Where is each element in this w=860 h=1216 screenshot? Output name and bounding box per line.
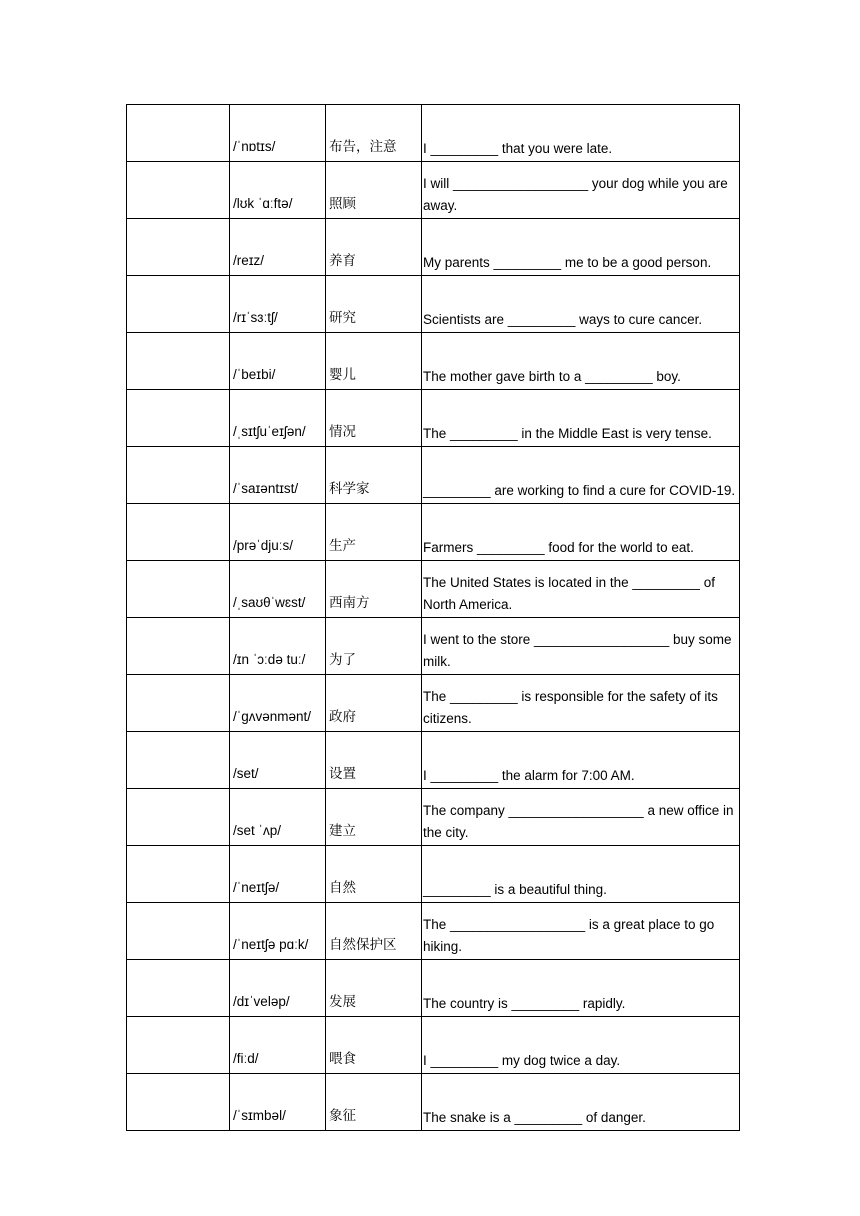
word-cell[interactable]: [127, 447, 230, 504]
example-sentence-cell: [422, 789, 740, 846]
meaning-cell: [326, 618, 422, 675]
phonetic-cell: [230, 960, 326, 1017]
phonetic-text: /ˈbeɪbi/: [233, 367, 276, 382]
phonetic-cell: [230, 846, 326, 903]
phonetic-cell: [230, 675, 326, 732]
meaning-cell: [326, 105, 422, 162]
word-cell[interactable]: [127, 504, 230, 561]
word-cell[interactable]: [127, 732, 230, 789]
phonetic-text: /dɪˈveləp/: [233, 994, 290, 1009]
example-sentence-text: I will __________________ your dog while you are away.: [423, 176, 728, 213]
word-cell[interactable]: [127, 675, 230, 732]
example-sentence-text: My parents _________ me to be a good person.: [423, 255, 712, 270]
meaning-text: 设置: [329, 766, 356, 782]
meaning-cell: [326, 960, 422, 1017]
example-sentence-text: Farmers _________ food for the world to eat.: [423, 540, 694, 555]
example-sentence-cell: [422, 732, 740, 789]
meaning-text: 婴儿: [329, 367, 356, 383]
table-row: [127, 789, 740, 846]
table-row: [127, 219, 740, 276]
table-row: [127, 276, 740, 333]
example-sentence-cell: [422, 447, 740, 504]
word-cell[interactable]: [127, 903, 230, 960]
example-sentence-cell: [422, 618, 740, 675]
phonetic-cell: [230, 219, 326, 276]
phonetic-cell: [230, 903, 326, 960]
phonetic-text: /set ˈʌp/: [233, 823, 282, 838]
table-row: [127, 105, 740, 162]
example-sentence-cell: [422, 162, 740, 219]
phonetic-text: /ˈnɒtɪs/: [233, 139, 276, 154]
meaning-text: 建立: [329, 823, 356, 839]
table-row: [127, 846, 740, 903]
phonetic-text: /ˈneɪtʃə pɑːk/: [233, 937, 309, 952]
table-row: [127, 732, 740, 789]
meaning-text: 生产: [329, 538, 356, 554]
phonetic-cell: [230, 105, 326, 162]
meaning-text: 自然保护区: [329, 937, 397, 953]
example-sentence-cell: [422, 105, 740, 162]
vocabulary-table-body: [127, 105, 740, 1131]
example-sentence-cell: [422, 390, 740, 447]
meaning-cell: [326, 276, 422, 333]
example-sentence-text: The United States is located in the _________ of North America.: [423, 575, 715, 612]
phonetic-text: /rɪˈsɜːtʃ/: [233, 310, 278, 325]
phonetic-text: /ˈsaɪəntɪst/: [233, 481, 299, 496]
phonetic-text: /prəˈdjuːs/: [233, 538, 294, 553]
example-sentence-text: _________ are working to find a cure for COVID-19.: [423, 483, 736, 498]
word-cell[interactable]: [127, 219, 230, 276]
meaning-cell: [326, 1017, 422, 1074]
phonetic-text: /ˈneɪtʃə/: [233, 880, 280, 895]
example-sentence-text: I went to the store __________________ buy some milk.: [423, 632, 732, 669]
word-cell[interactable]: [127, 960, 230, 1017]
table-row: [127, 1017, 740, 1074]
meaning-text: 自然: [329, 880, 356, 896]
table-row: [127, 504, 740, 561]
table-row: [127, 960, 740, 1017]
phonetic-text: /ˌsɪtʃuˈeɪʃən/: [233, 424, 306, 439]
meaning-text: 喂食: [329, 1051, 356, 1067]
table-row: [127, 390, 740, 447]
example-sentence-text: The _________ in the Middle East is very tense.: [423, 426, 712, 441]
meaning-text: 象征: [329, 1108, 356, 1124]
phonetic-cell: [230, 333, 326, 390]
phonetic-cell: [230, 162, 326, 219]
meaning-cell: [326, 846, 422, 903]
meaning-text: 为了: [329, 652, 356, 668]
phonetic-cell: [230, 390, 326, 447]
word-cell[interactable]: [127, 162, 230, 219]
meaning-text: 政府: [329, 709, 356, 725]
meaning-text: 科学家: [329, 481, 370, 497]
example-sentence-cell: [422, 219, 740, 276]
example-sentence-cell: [422, 1074, 740, 1131]
example-sentence-cell: [422, 903, 740, 960]
meaning-cell: [326, 903, 422, 960]
phonetic-text: /fiːd/: [233, 1051, 259, 1066]
meaning-cell: [326, 675, 422, 732]
word-cell[interactable]: [127, 333, 230, 390]
phonetic-cell: [230, 561, 326, 618]
phonetic-cell: [230, 447, 326, 504]
meaning-cell: [326, 504, 422, 561]
meaning-cell: [326, 219, 422, 276]
meaning-cell: [326, 333, 422, 390]
table-row: [127, 903, 740, 960]
example-sentence-cell: [422, 276, 740, 333]
phonetic-text: /set/: [233, 766, 259, 781]
word-cell[interactable]: [127, 561, 230, 618]
meaning-cell: [326, 561, 422, 618]
word-cell[interactable]: [127, 276, 230, 333]
word-cell[interactable]: [127, 1017, 230, 1074]
example-sentence-text: The snake is a _________ of danger.: [423, 1110, 646, 1125]
example-sentence-text: The company __________________ a new office in the city.: [423, 803, 734, 840]
example-sentence-cell: [422, 561, 740, 618]
example-sentence-cell: [422, 1017, 740, 1074]
example-sentence-cell: [422, 960, 740, 1017]
word-cell[interactable]: [127, 846, 230, 903]
phonetic-text: /ˈsɪmbəl/: [233, 1108, 286, 1123]
phonetic-cell: [230, 789, 326, 846]
phonetic-cell: [230, 1017, 326, 1074]
example-sentence-text: The _________ is responsible for the safety of its citizens.: [423, 689, 718, 726]
table-row: [127, 675, 740, 732]
meaning-cell: [326, 789, 422, 846]
meaning-text: 照顾: [329, 196, 356, 212]
table-row: [127, 162, 740, 219]
example-sentence-text: The country is _________ rapidly.: [423, 996, 626, 1011]
meaning-text: 西南方: [329, 595, 370, 611]
example-sentence-cell: [422, 675, 740, 732]
phonetic-text: /reɪz/: [233, 253, 265, 268]
phonetic-cell: [230, 276, 326, 333]
word-cell[interactable]: [127, 105, 230, 162]
phonetic-text: /ˌsaʊθˈwɛst/: [233, 595, 306, 610]
word-cell[interactable]: [127, 789, 230, 846]
phonetic-text: /lʊk ˈɑːftə/: [233, 196, 293, 211]
example-sentence-text: Scientists are _________ ways to cure cancer.: [423, 312, 703, 327]
phonetic-cell: [230, 504, 326, 561]
meaning-cell: [326, 390, 422, 447]
meaning-cell: [326, 1074, 422, 1131]
example-sentence-text: _________ is a beautiful thing.: [423, 882, 607, 897]
meaning-cell: [326, 447, 422, 504]
example-sentence-text: I _________ that you were late.: [423, 141, 613, 156]
meaning-text: 发展: [329, 994, 356, 1010]
example-sentence-text: I _________ the alarm for 7:00 AM.: [423, 768, 635, 783]
word-cell[interactable]: [127, 618, 230, 675]
phonetic-cell: [230, 618, 326, 675]
meaning-text: 情况: [329, 424, 356, 440]
table-row: [127, 1074, 740, 1131]
word-cell[interactable]: [127, 390, 230, 447]
phonetic-text: /ˈɡʌvənmənt/: [233, 709, 312, 724]
example-sentence-text: The mother gave birth to a _________ boy.: [423, 369, 681, 384]
table-row: [127, 561, 740, 618]
meaning-text: 研究: [329, 310, 356, 326]
example-sentence-cell: [422, 504, 740, 561]
phonetic-text: /ɪn ˈɔːdə tuː/: [233, 652, 306, 667]
meaning-cell: [326, 162, 422, 219]
table-row: [127, 618, 740, 675]
meaning-cell: [326, 732, 422, 789]
meaning-text: 养育: [329, 253, 356, 269]
word-cell[interactable]: [127, 1074, 230, 1131]
meaning-text: 布告，注意: [329, 139, 397, 155]
example-sentence-text: I _________ my dog twice a day.: [423, 1053, 621, 1068]
phonetic-cell: [230, 732, 326, 789]
example-sentence-cell: [422, 333, 740, 390]
example-sentence-cell: [422, 846, 740, 903]
table-row: [127, 447, 740, 504]
vocabulary-table: [126, 104, 740, 1131]
phonetic-cell: [230, 1074, 326, 1131]
example-sentence-text: The __________________ is a great place to go hiking.: [423, 917, 715, 954]
table-row: [127, 333, 740, 390]
